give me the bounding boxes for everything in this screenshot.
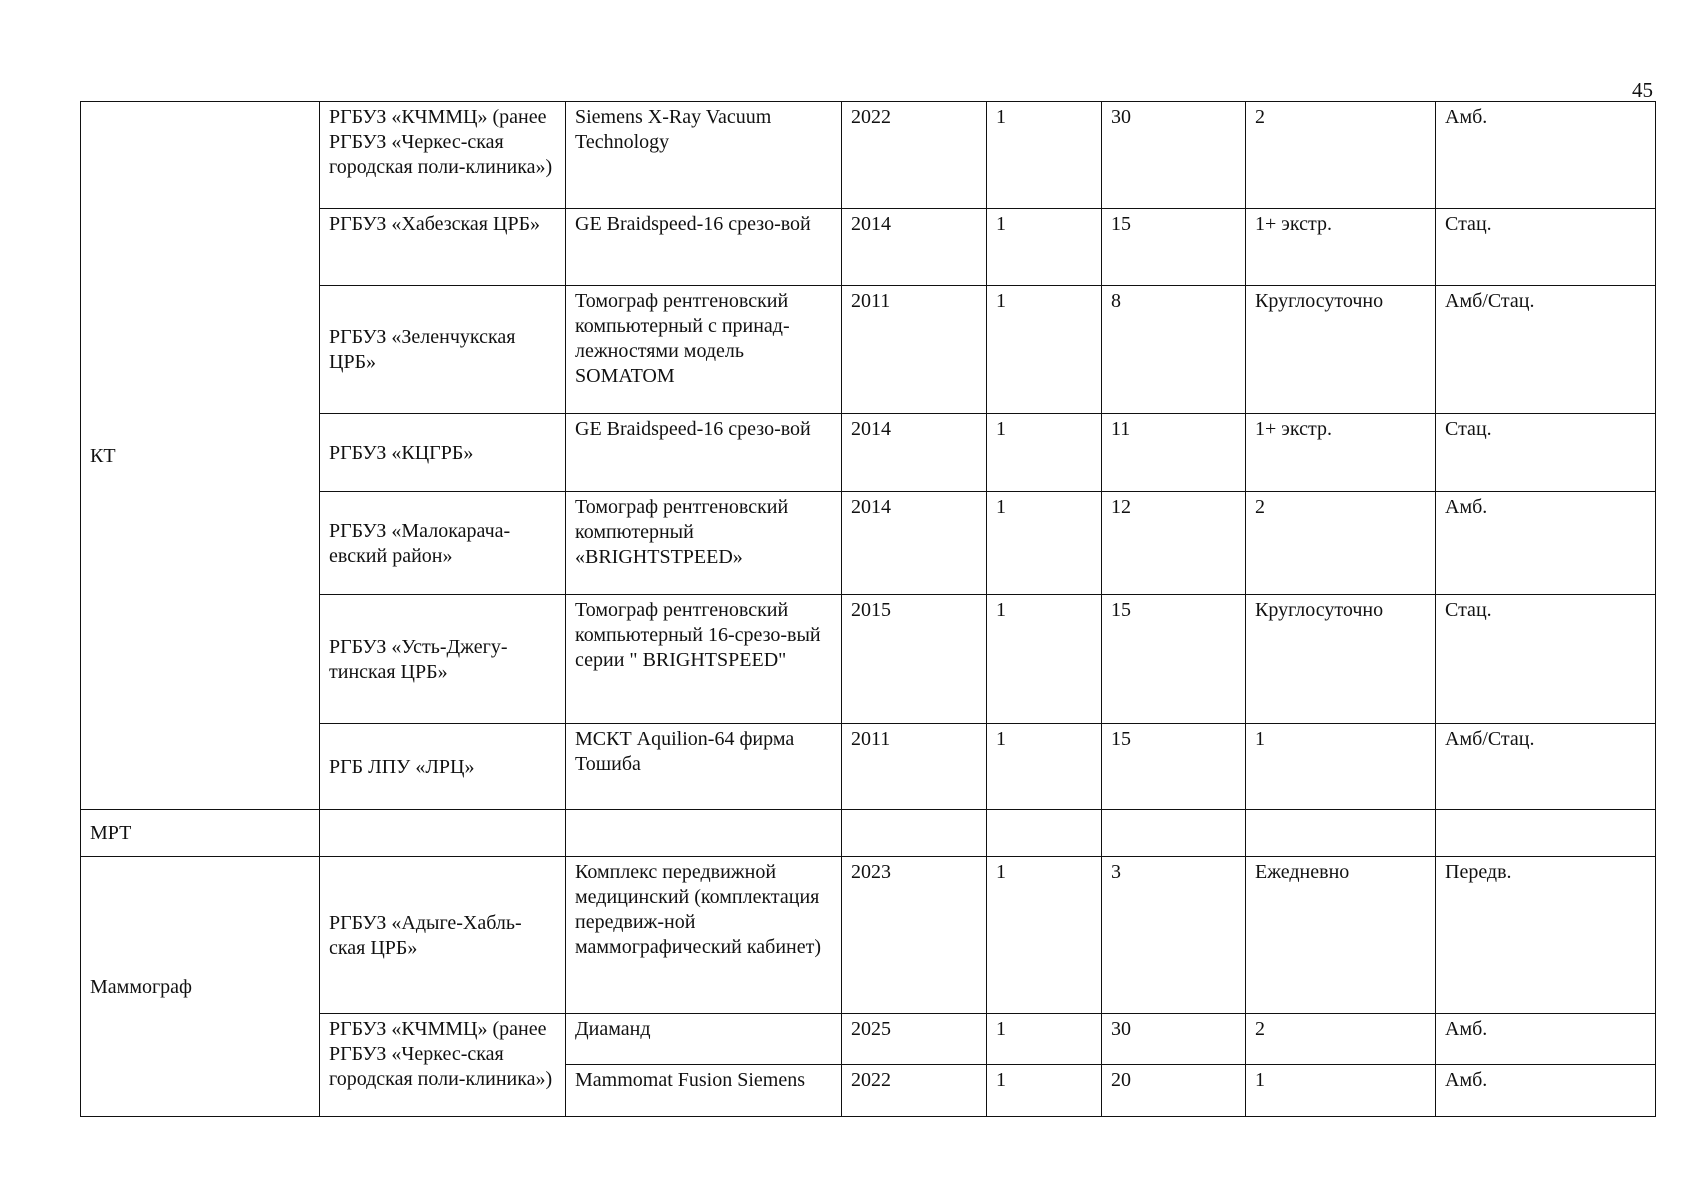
mode-cell: Амб/Стац.	[1436, 286, 1656, 414]
exams-cell: 20	[1102, 1065, 1246, 1117]
empty-cell	[1102, 810, 1246, 857]
equipment-cell: GE Braidspeed-16 срезо-вой	[566, 414, 842, 492]
year-cell: 2023	[842, 857, 987, 1014]
year-cell: 2014	[842, 209, 987, 286]
shifts-cell: 2	[1246, 492, 1436, 595]
shifts-cell: Круглосуточно	[1246, 286, 1436, 414]
mode-cell: Стац.	[1436, 414, 1656, 492]
count-cell: 1	[987, 286, 1102, 414]
year-cell: 2014	[842, 492, 987, 595]
table-row	[81, 102, 1656, 209]
year-cell: 2011	[842, 724, 987, 810]
exams-cell: 8	[1102, 286, 1246, 414]
equipment-cell: Диаманд	[566, 1014, 842, 1065]
empty-cell	[1436, 810, 1656, 857]
equipment-cell: Комплекс передвижной медицинский (комплектация передвиж-ной маммографический кабинет)	[566, 857, 842, 1014]
shifts-cell: 1+ экстр.	[1246, 209, 1436, 286]
table-row	[81, 857, 1656, 1014]
mode-cell: Амб.	[1436, 1014, 1656, 1065]
count-cell: 1	[987, 1065, 1102, 1117]
shifts-cell: Круглосуточно	[1246, 595, 1436, 724]
year-cell: 2015	[842, 595, 987, 724]
org-cell: РГБУЗ «Адыге-Хабль-ская ЦРБ»	[320, 857, 566, 1014]
year-cell: 2022	[842, 102, 987, 209]
mode-cell: Амб.	[1436, 492, 1656, 595]
count-cell: 1	[987, 724, 1102, 810]
count-cell: 1	[987, 209, 1102, 286]
count-cell: 1	[987, 414, 1102, 492]
empty-cell	[987, 810, 1102, 857]
shifts-cell: 1	[1246, 1065, 1436, 1117]
exams-cell: 30	[1102, 1014, 1246, 1065]
page-number: 45	[1632, 78, 1653, 102]
equipment-cell: Mammomat Fusion Siemens	[566, 1065, 842, 1117]
equipment-cell: Томограф рентгеновский компьютерный 16-срезо-вый серии " BRIGHTSPEED"	[566, 595, 842, 724]
empty-cell	[1246, 810, 1436, 857]
exams-cell: 3	[1102, 857, 1246, 1014]
group-cell-mammograph: Маммограф	[81, 857, 320, 1117]
shifts-cell: 2	[1246, 102, 1436, 209]
year-cell: 2022	[842, 1065, 987, 1117]
org-cell: РГБУЗ «Хабезская ЦРБ»	[320, 209, 566, 286]
equipment-cell: Томограф рентгеновский компютерный «BRIGHTSTPEED»	[566, 492, 842, 595]
empty-cell	[842, 810, 987, 857]
year-cell: 2025	[842, 1014, 987, 1065]
shifts-cell: Ежедневно	[1246, 857, 1436, 1014]
equipment-cell: Томограф рентгеновский компьютерный с принад-лежностями модель SOMATOM	[566, 286, 842, 414]
shifts-cell: 2	[1246, 1014, 1436, 1065]
shifts-cell: 1+ экстр.	[1246, 414, 1436, 492]
org-cell: РГБ ЛПУ «ЛРЦ»	[320, 724, 566, 810]
group-cell-mrt: МРТ	[81, 810, 320, 857]
equipment-cell: Siemens X-Ray Vacuum Technology	[566, 102, 842, 209]
exams-cell: 30	[1102, 102, 1246, 209]
mode-cell: Амб.	[1436, 1065, 1656, 1117]
exams-cell: 15	[1102, 595, 1246, 724]
empty-cell	[320, 810, 566, 857]
equipment-table	[80, 101, 1656, 1117]
exams-cell: 15	[1102, 724, 1246, 810]
mode-cell: Стац.	[1436, 595, 1656, 724]
exams-cell: 11	[1102, 414, 1246, 492]
org-cell: РГБУЗ «КЦГРБ»	[320, 414, 566, 492]
exams-cell: 15	[1102, 209, 1246, 286]
equipment-cell: МСКТ Aquilion-64 фирма Тошиба	[566, 724, 842, 810]
mode-cell: Стац.	[1436, 209, 1656, 286]
shifts-cell: 1	[1246, 724, 1436, 810]
exams-cell: 12	[1102, 492, 1246, 595]
group-cell-kt: КТ	[81, 102, 320, 810]
org-cell: РГБУЗ «КЧММЦ» (ранее РГБУЗ «Черкес-ская городская поли-клиника»)	[320, 1014, 566, 1117]
equipment-cell: GE Braidspeed-16 срезо-вой	[566, 209, 842, 286]
org-cell: РГБУЗ «Малокарача-евский район»	[320, 492, 566, 595]
year-cell: 2014	[842, 414, 987, 492]
org-cell: РГБУЗ «Зеленчукская ЦРБ»	[320, 286, 566, 414]
mode-cell: Передв.	[1436, 857, 1656, 1014]
org-cell: РГБУЗ «Усть-Джегу-тинская ЦРБ»	[320, 595, 566, 724]
count-cell: 1	[987, 857, 1102, 1014]
year-cell: 2011	[842, 286, 987, 414]
mode-cell: Амб.	[1436, 102, 1656, 209]
empty-cell	[566, 810, 842, 857]
count-cell: 1	[987, 1014, 1102, 1065]
mode-cell: Амб/Стац.	[1436, 724, 1656, 810]
count-cell: 1	[987, 492, 1102, 595]
count-cell: 1	[987, 102, 1102, 209]
table-row	[81, 810, 1656, 857]
count-cell: 1	[987, 595, 1102, 724]
org-cell: РГБУЗ «КЧММЦ» (ранее РГБУЗ «Черкес-ская городская поли-клиника»)	[320, 102, 566, 209]
